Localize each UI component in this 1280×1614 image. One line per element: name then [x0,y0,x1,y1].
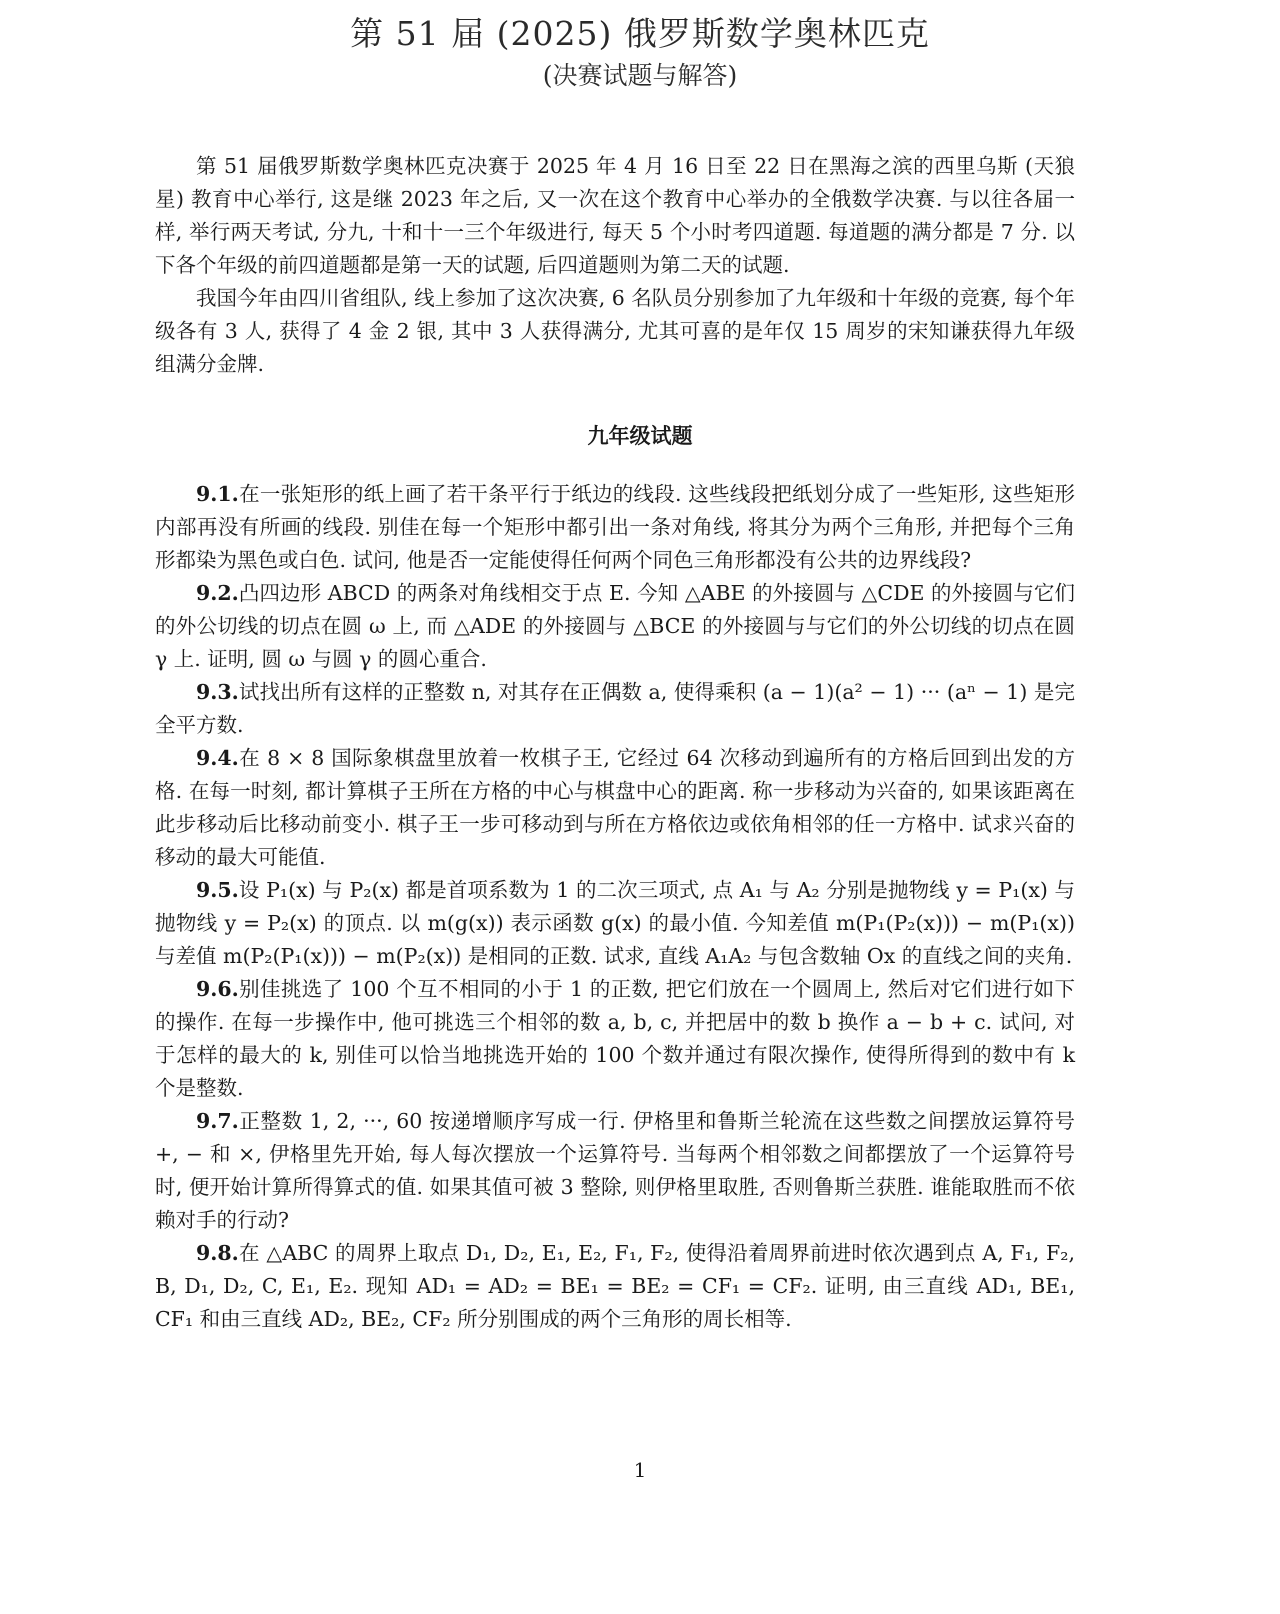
problem-number: 9.6. [196,977,239,1001]
page-title: 第 51 届 (2025) 俄罗斯数学奥林匹克 [350,14,930,53]
intro-section [155,150,1075,381]
problem-text: 别佳挑选了 100 个互不相同的小于 1 的正数, 把它们放在一个圆周上, 然后对它们进行如下的操作. 在每一步操作中, 他可挑选三个相邻的数 a, b, c, 并把居中的数 b 换作 a − b + c. 试问, 对于怎样的最大的 k, 别佳可以恰当地挑选开始的 100 个数并通过有限次操作, 使得所得到的数中有 k 个是整数. [155,977,1075,1100]
problem-text: 设 P₁(x) 与 P₂(x) 都是首项系数为 1 的二次三项式, 点 A₁ 与 A₂ 分别是抛物线 y = P₁(x) 与抛物线 y = P₂(x) 的顶点. 以 m(g(x)) 表示函数 g(x) 的最小值. 今知差值 m(P₁(P₂(x))) − m(P₁(x)) 与差值 m(P₂(P₁(x))) − m(P₂(x)) 是相同的正数. 试求, 直线 A₁A₂ 与包含数轴 Ox 的直线之间的夹角. [155,878,1075,968]
problem-list [155,478,1075,1336]
page-number: 1 [633,1458,647,1482]
problem-item [155,973,1075,1105]
problem-item [155,742,1075,874]
intro-paragraph: 我国今年由四川省组队, 线上参加了这次决赛, 6 名队员分别参加了九年级和十年级的竞赛, 每个年级各有 3 人, 获得了 4 金 2 银, 其中 3 人获得满分, 尤其可喜的是年仅 15 周岁的宋知谦获得九年级组满分金牌. [155,286,1075,376]
problem-number: 9.7. [196,1109,239,1133]
problem-text: 在 △ABC 的周界上取点 D₁, D₂, E₁, E₂, F₁, F₂, 使得沿着周界前进时依次遇到点 A, F₁, F₂, B, D₁, D₂, C, E₁, E₂. 现知 AD₁ = AD₂ = BE₁ = BE₂ = CF₁ = CF₂. 证明, 由三直线 AD₁, BE₁, CF₁ 和由三直线 AD₂, BE₂, CF₂ 所分别围成的两个三角形的周长相等. [155,1241,1075,1331]
page-subtitle: (决赛试题与解答) [542,61,738,90]
problem-text: 正整数 1, 2, ···, 60 按递增顺序写成一行. 伊格里和鲁斯兰轮流在这些数之间摆放运算符号 +, − 和 ×, 伊格里先开始, 每人每次摆放一个运算符号. 当每两个相邻数之间都摆放了一个运算符号时, 便开始计算所得算式的值. 如果其值可被 3 整除, 则伊格里取胜, 否则鲁斯兰获胜. 谁能取胜而不依赖对手的行动? [155,1109,1075,1232]
problem-number: 9.2. [196,581,239,605]
section-heading: 九年级试题 [587,423,693,448]
problem-text: 试找出所有这样的正整数 n, 对其存在正偶数 a, 使得乘积 (a − 1)(a² − 1) ··· (aⁿ − 1) 是完全平方数. [155,680,1075,737]
problem-number: 9.8. [196,1241,239,1265]
problem-item [155,676,1075,742]
problem-number: 9.4. [196,746,239,770]
problem-item [155,1237,1075,1336]
intro-paragraph: 第 51 届俄罗斯数学奥林匹克决赛于 2025 年 4 月 16 日至 22 日在黑海之滨的西里乌斯 (天狼星) 教育中心举行, 这是继 2023 年之后, 又一次在这个教育中心举办的全俄数学决赛. 与以往各届一样, 举行两天考试, 分九, 十和十一三个年级进行, 每天 5 个小时考四道题. 每道题的满分都是 7 分. 以下各个年级的前四道题都是第一天的试题, 后四道题则为第二天的试题. [155,154,1075,277]
problem-item [155,478,1075,577]
problem-number: 9.5. [196,878,239,902]
problem-text: 凸四边形 ABCD 的两条对角线相交于点 E. 今知 △ABE 的外接圆与 △CDE 的外接圆与它们的外公切线的切点在圆 ω 上, 而 △ADE 的外接圆与 △BCE 的外接圆与与它们的外公切线的切点在圆 γ 上. 证明, 圆 ω 与圆 γ 的圆心重合. [155,581,1075,671]
problem-text: 在一张矩形的纸上画了若干条平行于纸边的线段. 这些线段把纸划分成了一些矩形, 这些矩形内部再没有所画的线段. 别佳在每一个矩形中都引出一条对角线, 将其分为两个三角形, 并把每个三角形都染为黑色或白色. 试问, 他是否一定能使得任何两个同色三角形都没有公共的边界线段? [155,482,1075,572]
problem-text: 在 8 × 8 国际象棋盘里放着一枚棋子王, 它经过 64 次移动到遍所有的方格后回到出发的方格. 在每一时刻, 都计算棋子王所在方格的中心与棋盘中心的距离. 称一步移动为兴奋的, 如果该距离在此步移动后比移动前变小. 棋子王一步可移动到与所在方格依边或依角相邻的任一方格中. 试求兴奋的移动的最大可能值. [155,746,1075,869]
problem-number: 9.3. [196,680,239,704]
problem-item [155,577,1075,676]
problem-item [155,874,1075,973]
problem-number: 9.1. [196,482,239,506]
problem-item [155,1105,1075,1237]
